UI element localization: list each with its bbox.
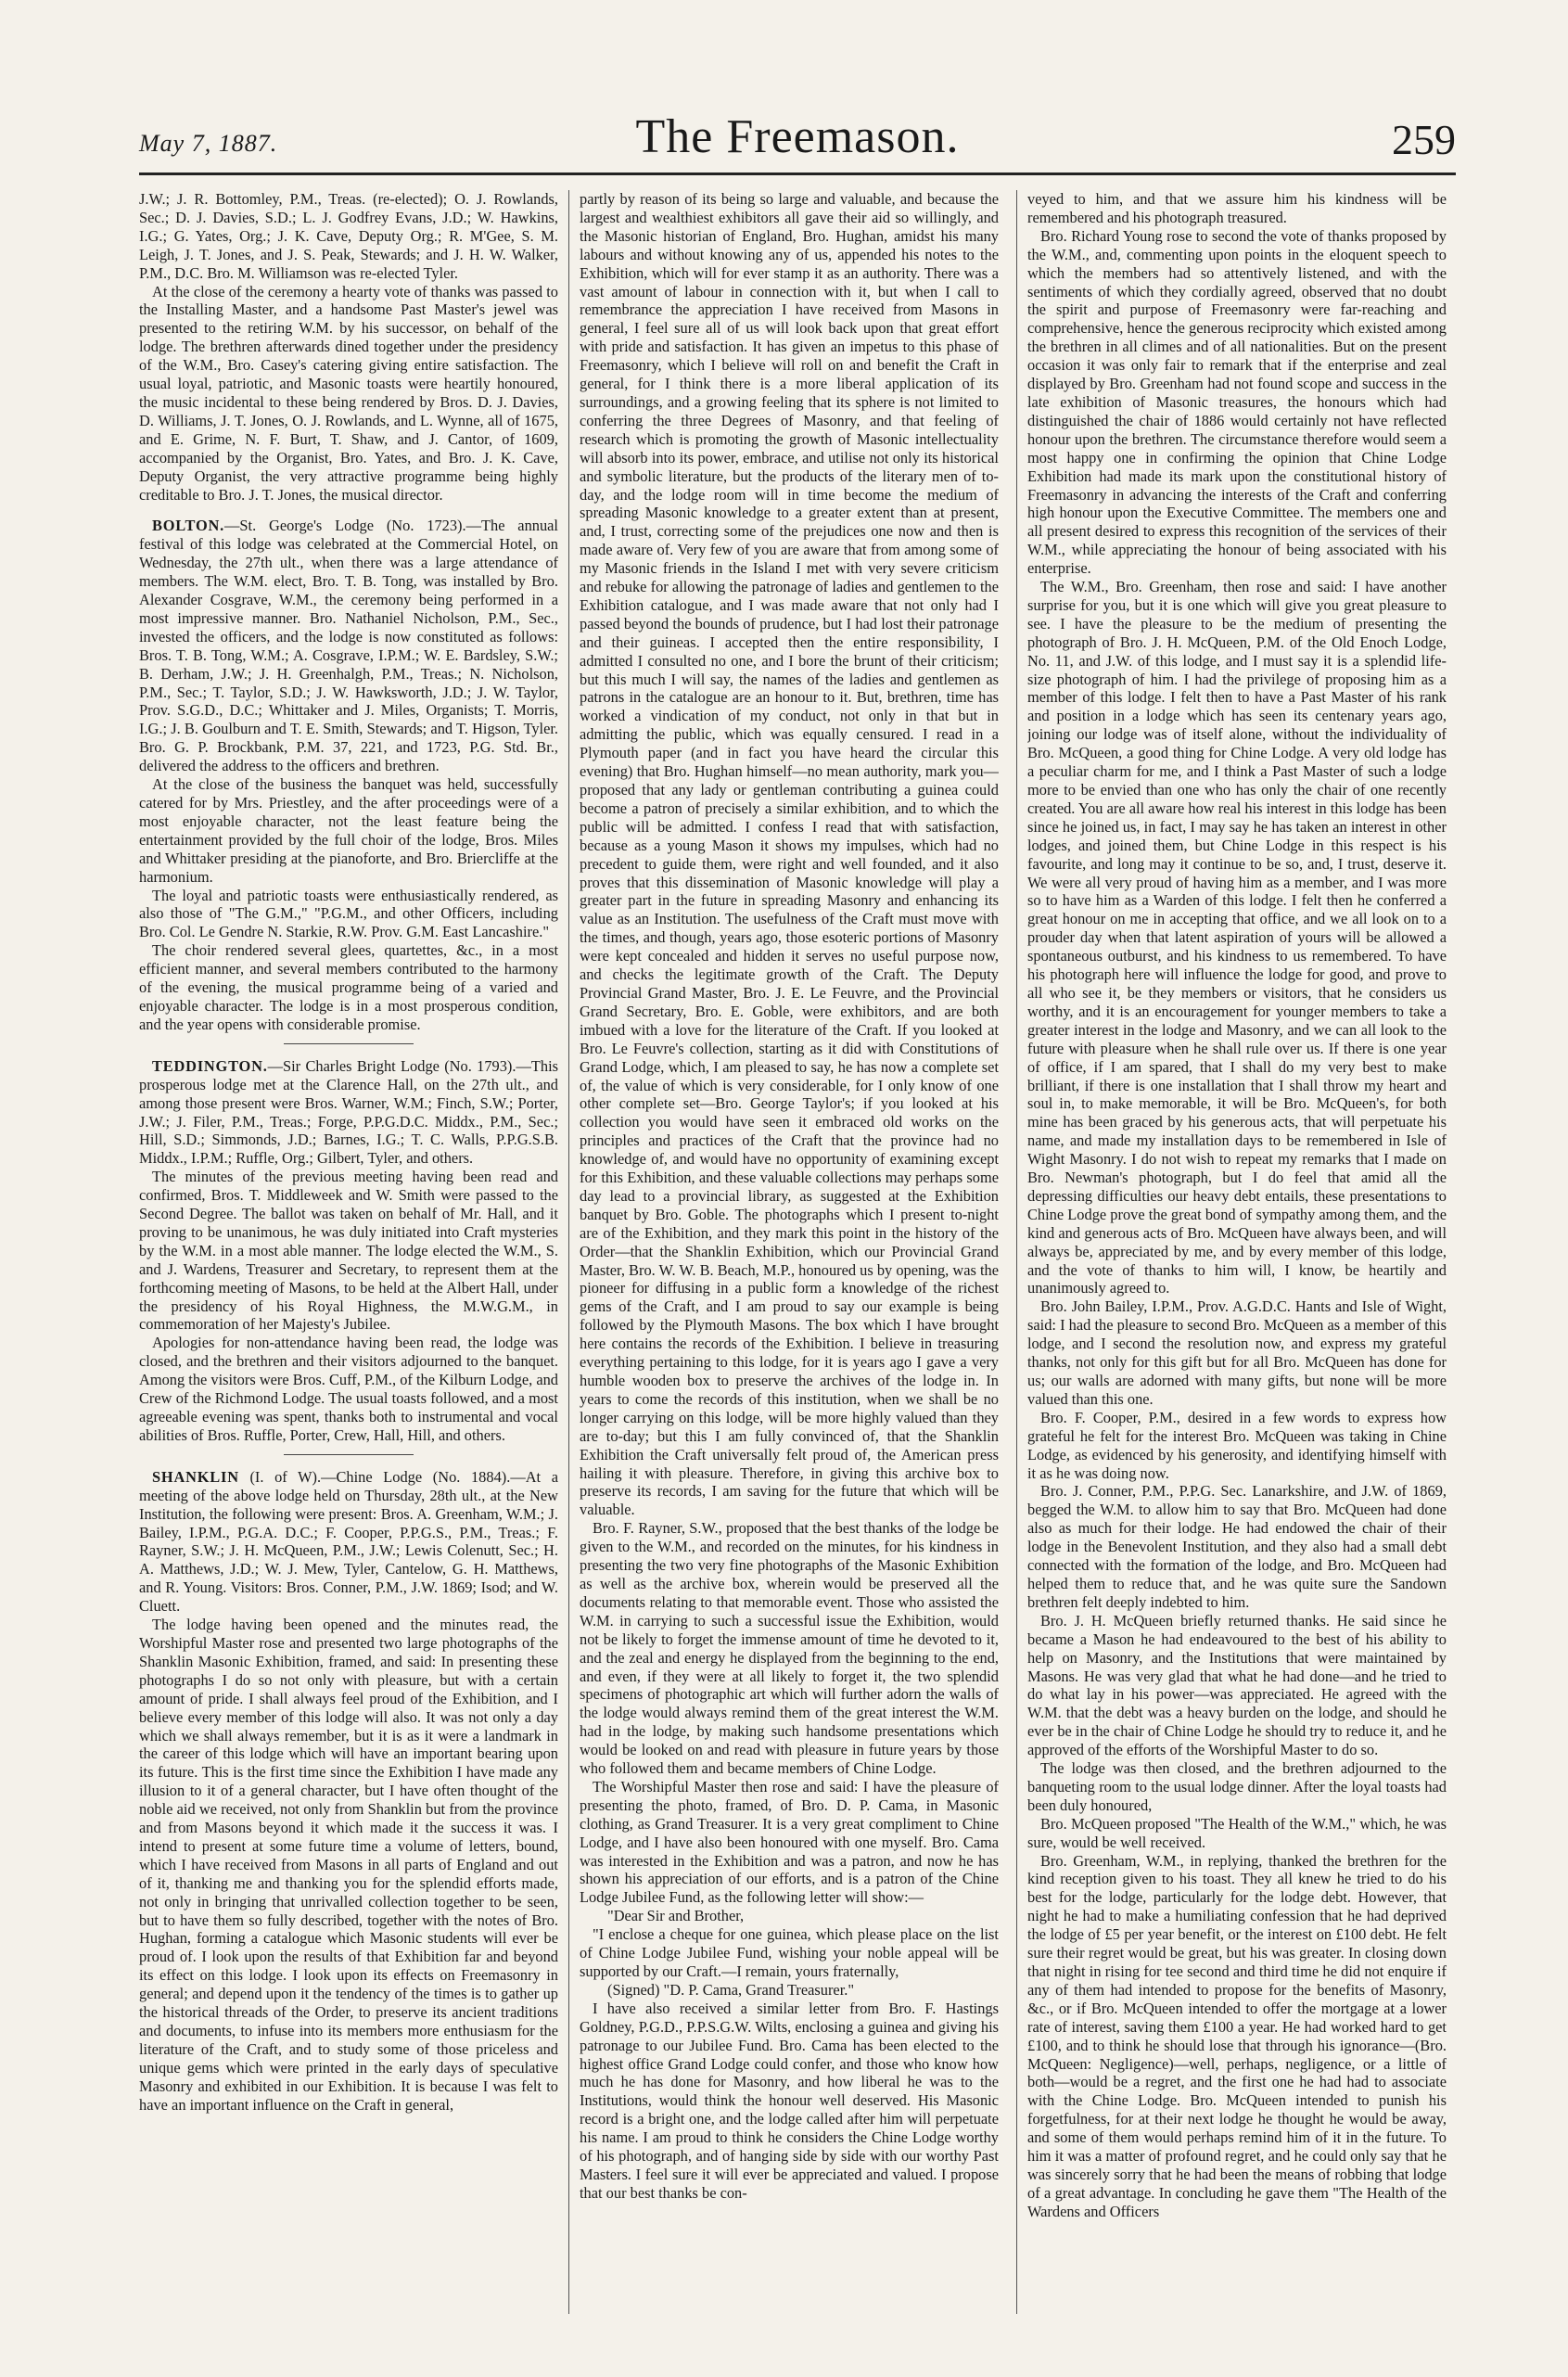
masthead-rule [139,173,1456,175]
page-number: 259 [1392,116,1456,163]
paragraph: Bro. Richard Young rose to second the vote of thanks proposed by the W.M., and, commenting upon points in the eloquent speech to which the members had so attentively listened, and with the sentiments of which they cordially agreed, observed that no doubt the spirit and purpose of Freemasonry were far-reaching and comprehensive, hence the generous reciprocity which existed among the brethren in all climes and of all nationalities. But on the present occasion it was only fair to remark that if the enterprise and zeal displayed by Bro. Greenham had not found scope and success in the late exhibition of Masonic treasures, the honours which had distinguished the chair of 1886 would certainly not have reflected honour upon the brethren. The circumstance therefore would seem a most happy one in confirming the opinion that Chine Lodge Exhibition had made its mark upon the constitutional history of Freemasonry in advancing the interests of the Craft and conferring high honour upon the Executive Committee. The members one and all present desired to express this recognition of the services of their W.M., while appreciating the honour of being associated with his enterprise. [1027,226,1447,578]
column-1 [139,190,558,2314]
bolton-paragraph-2: At the close of the business the banquet was held, successfully catered for by Mrs. Priestley, and the after proceedings were of a most enjoyable character, not the least feature being the entertainment provided by the full choir of the lodge, Bros. Miles and Whittaker presiding at the pianoforte, and Bro. Briercliffe at the harmonium. [139,775,558,886]
paragraph: The lodge was then closed, and the brethren adjourned to the banqueting room to the usual lodge dinner. After the loyal toasts had been duly honoured, [1027,1759,1447,1814]
paragraph: partly by reason of its being so large and valuable, and because the largest and wealthiest exhibitors all gave their aid so willingly, and the Masonic historian of England, Bro. Hughan, amidst his many labours and without knowing any of us, appended his notes to the Exhibition, which will for ever stamp it as an authority. There was a vast amount of labour in connection with it, but when I call to remembrance the appreciation I have received from Masons in general, I feel sure all of us will look back upon that great effort with pride and satisfaction. It has given an impetus to this phase of Freemasonry, which I believe will roll on and benefit the Craft in general, for I think there is a more liberal application of its surroundings, and a growing feeling that its sphere is not limited to conferring the three Degrees of Masonry, and that feeling of research which is promoting the growth of Masonic intellectuality will absorb into its power, embrace, and utilise not only its historical and symbolic literature, but the products of the literary men of to-day, and the lodge room will in time become the medium of spreading Masonic knowledge to a greater extent than at present, and, I trust, correcting some of the prejudices one now and then is made aware of. Very few of you are aware that from among some of my Masonic friends in the Island I met with very severe criticism and rebuke for allowing the patronage of ladies and gentlemen to the Exhibition catalogue, and I was made aware that not only had I passed beyond the bounds of prudence, but I had lost their patronage and their guineas. I accepted then the entire responsibility, I admitted I consulted no one, and I bore the brunt of their criticism; but this much I will say, the names of the ladies and gentlemen as patrons in the catalogue are an honour to it. But, brethren, time has worked a vindication of my conduct, not only in that but in admitting the public, which was equally censured. I read in a Plymouth paper (and in fact you have heard the circular this evening) that Bro. Hughan himself—no mean authority, mark you—proposed that any lady or gentleman contributing a guinea could become a patron of precisely a similar exhibition, and to which the public will be admitted. I confess I read that with satisfaction, because as a young Mason it shows my impulses, which had no precedent to guide them, were right and well founded, and it also proves that this dissemination of Masonic knowledge will play a greater part in the future in spreading Masonry and enhancing its value as an Institution. The usefulness of the Craft must move with the times, and though, years ago, those esoteric portions of Masonry were kept concealed and hidden it serves no useful purpose now, and checks the legitimate growth of the Craft. The Deputy Provincial Grand Master, Bro. J. E. Le Feuvre, and the Provincial Grand Secretary, Bro. E. Goble, were exhibitors, and are both imbued with a love for the literature of the Craft. If you looked at Bro. Le Feuvre's collection, starting as it did with Constitutions of Grand Lodge, which, I am pleased to say, he has now a complete set of, the value of which is very considerable, for I only know of one other complete set—Bro. George Taylor's; if you looked at his collection you would have seen it embraced old works on the principles and practices of the Craft that the province had no knowledge of, and would have no opportunity of examining except for this Exhibition, and these valuable collections may perhaps some day lead to a provincial library, as suggested at the Exhibition banquet by Bro. Goble. The photographs which I present to-night are of the Exhibition, and they mark this point in the history of the Order—that the Shanklin Exhibition, which our Provincial Grand Master, Bro. W. W. B. Beach, M.P., honoured us by opening, was the pioneer for diffusing in a public form a knowledge of the richest gems of the Craft, and I am proud to say our example is being followed by the Plymouth Masons. The box which I have brought here contains the records of the Exhibition. I believe in treasuring everything pertaining to this lodge, for it is years ago I gave a very humble wooden box to preserve the archives of the lodge in. In years to come the records of this institution, when we shall be no longer carrying on this lodge, will be more highly valued than they are to-day; but this I am fully convinced of, that the Shanklin Exhibition the Craft universally felt proud of, the American press hailing it with pleasure. Therefore, in giving this archive box to preserve its records, I am saving for the future that which will be valuable. [580,190,999,1519]
paragraph: I have also received a similar letter from Bro. F. Hastings Goldney, P.G.D., P.P.S.G.W. Wilts, enclosing a guinea and giving his patronage to our Jubilee Fund. Bro. Cama has been elected to the highest office Grand Lodge could confer, and those who know how much he has done for Masonry, and how liberal he was to the Institutions, would think the honour well deserved. His Masonic record is a bright one, and the lodge called after him will perpetuate his name. I am proud to think he considers the Chine Lodge worthy of his photograph, and of hanging side by side with our worthy Past Masters. I feel sure it will ever be appreciated and valued. I propose that our best thanks be con- [580,1999,999,2202]
column-3 [1027,190,1447,2314]
bolton-heading: BOLTON. [152,517,225,535]
letter-body: "I enclose a cheque for one guinea, which please place on the list of Chine Lodge Jubilee Fund, wishing your noble appeal will be supported by our Craft.—I remain, yours fraternally, [580,1925,999,1980]
paragraph: veyed to him, and that we assure him his kindness will be remembered and his photograph treasured. [1027,190,1447,226]
bolton-lodge-name: —St. George's Lodge (No. 1723).— [224,517,481,535]
issue-date: May 7, 1887. [139,130,278,157]
teddington-lodge-name: —Sir Charles Bright Lodge (No. 1793).— [267,1056,531,1075]
teddington-paragraph-2: The minutes of the previous meeting having been read and confirmed, Bros. T. Middleweek and W. Smith were passed to the Second Degree. The ballot was taken on behalf of Mr. Hall, and it proving to be unanimous, he was duly initiated into Craft mysteries by the W.M. in a most able manner. The lodge elected the W.M., S. and J. Wardens, Treasurer and Secretary, to represent them at the forthcoming meeting of Masons, to be held at the Albert Hall, under the presidency of his Royal Highness, the M.W.G.M., in commemoration of her Majesty's Jubilee. [139,1168,558,1334]
section-separator [284,1043,414,1044]
shanklin-report-lead [139,1468,558,1616]
paragraph: The W.M., Bro. Greenham, then rose and said: I have another surprise for you, but it is one which will give you great pleasure to see. I have the pleasure to be the medium of presenting the photograph of Bro. J. H. McQueen, P.M. of the Old Enoch Lodge, No. 11, and J.W. of this lodge, and I must say it is a splendid life-size photograph of him. I had the privilege of proposing him as a member of this lodge. I felt then to have a Past Master of his rank and position in a lodge which has seen its centenary years ago, joining our lodge was of itself alone, without the individuality of Bro. McQueen, a good thing for Chine Lodge. A very old lodge has a peculiar charm for me, and I think a Past Master of such a lodge more to be envied than one who has only the chair of one recently created. You are all aware how real his interest in this lodge has been since he joined us, in fact, I may say he has taken an interest in other lodges, and joined them, but Chine Lodge in this respect is his favourite, and long may it continue to be so, and, I trust, deserve it. We were all very proud of having him as a member, and I was more so to have him as a Warden of this lodge. I felt then he conferred a great honour on me in accepting that office, and we all look on to a prouder day when that latent aspiration of yours will be allowed a spontaneous outburst, and his kindness to us remembered. To have his photograph here will influence the lodge for good, and prove to all who see it, be they members or visitors, that he considers us worthy, and it is an encouragement for younger members to take a greater interest in the lodge and Masonry, and we can all look to the future with pleasure when he shall rule over us. If there is one year of office, if I am spared, that I shall do my very best to make brilliant, if there is one installation that I shall throw my heart and soul in, to make memorable, it will be Bro. McQueen's, for both mine has been graced by his generous acts, that will perpetuate his name, and made my installation days to be remembered in Isle of Wight Masonry. I do not wish to repeat my remarks that I made on Bro. Newman's photograph, but I do feel that amid all the depressing difficulties our heavy debt entails, these presentations to Chine Lodge prove the great bond of sympathy among them, and the kind and generous acts of Bro. McQueen have always been, and will always be, appreciated by me, and by every member of this lodge, and the vote of thanks to him will, I know, be heartily and unanimously agreed to. [1027,578,1447,1297]
paragraph: Bro. J. H. McQueen briefly returned thanks. He said since he became a Mason he had endeavoured to the best of his ability to help on Masonry, and the Institutions that were maintained by Masons. He was very glad that what he had done—and he tried to do what lay in his power—was appreciated. He agreed with the W.M. that the debt was a heavy burden on the lodge, and should he ever be in the chair of Chine Lodge he should try to reduce it, and he approved of the efforts of the Worshipful Master to do so. [1027,1611,1447,1759]
bolton-paragraph-1: The annual festival of this lodge was celebrated at the Commercial Hotel, on Wednesday, the 27th ult., when there was a large attendance of members. The W.M. elect, Bro. T. B. Tong, was installed by Bro. Alexander Cosgrave, W.M., the ceremony being performed in a most impressive manner. Bro. Nathaniel Nicholson, P.M., Sec., invested the officers, and the lodge is now constituted as follows: Bros. T. B. Tong, W.M.; A. Cosgrave, I.P.M.; W. E. Bardsley, S.W.; B. Derham, J.W.; J. H. Greenhalgh, P.M., Treas.; N. Nicholson, P.M., Sec.; T. Taylor, S.D.; J. W. Hawksworth, J.D.; J. W. Taylor, Prov. S.G.D., D.C.; Whittaker and J. Miles, Organists; T. Morris, I.G.; J. B. Goulburn and T. E. Smith, Stewards; and T. Higson, Tyler. Bro. G. P. Brockbank, P.M. 37, 221, and 1723, P.G. Std. Br., delivered the address to the officers and brethren. [139,517,558,775]
paragraph: At the close of the ceremony a hearty vote of thanks was passed to the Installing Master, and a handsome Past Master's jewel was presented to the retiring W.M. by his successor, on behalf of the lodge. The brethren afterwards dined together under the presidency of the W.M., Bro. Casey's catering giving entire satisfaction. The usual loyal, patriotic, and Masonic toasts were heartily honoured, the music incidental to these being rendered by Bros. D. J. Davies, D. Williams, J. T. Jones, O. J. Rowlands, and L. Wynne, all of 1675, and E. Grime, N. F. Burt, T. Shaw, and J. Cantor, of 1609, accompanied by the Organist, Bro. Yates, and Bro. J. K. Cave, Deputy Organist, the very attractive programme being highly creditable to Bro. J. T. Jones, the musical director. [139,282,558,504]
paragraph: Bro. Greenham, W.M., in replying, thanked the brethren for the kind reception given to his toast. They all knew he tried to do his best for the lodge, particularly for the lodge debt. However, that night he had to make a humiliating confession that he had deprived the lodge of £5 per year benefit, or the interest on £100 debt. He felt sure their regret would be great, but his was greater. In closing down that night in rising for tee second and third time he did not enquire if any of them had intended to propose for the benefits of Masonry, &c., or if Bro. McQueen intended to offer the mortgage at a lower rate of interest, saving them £100 a year. He had worked hard to get £100, and to think he should lose that through his ignorance—(Bro. McQueen: Negligence)—well, perhaps, negligence, or a little of both—would be a regret, and the first one he had had to associate with the Chine Lodge. Bro. McQueen intended to punish his forgetfulness, for at their next lodge he thought he would be away, and some of them would perhaps remind him of it in the future. To him it was a matter of profound regret, and he could only say that he was sincerely sorry that he had been the means of robbing that lodge of a great advantage. In concluding he gave them "The Health of the Wardens and Officers [1027,1851,1447,2220]
shanklin-paragraph-2: The lodge having been opened and the minutes read, the Worshipful Master rose and presented two large photographs of the Shanklin Masonic Exhibition, framed, and said: In presenting these photographs I do so not only with pleasure, but with a certain amount of pride. I shall always feel proud of the Exhibition, and I believe every member of this lodge will also. It was not only a day which we shall always remember, but it is as it were a landmark in the career of this lodge which will have an important bearing upon its future. This is the first time since the Exhibition I have made any illusion to it of a general character, but I have often thought of the noble aid we received, not only from Shanklin but from the province and from Masons beyond it which made it the success it was. I intend to present at some future time a volume of letters, bound, which I have received from Masons in all parts of England and out of it, thanking me and thanking you for the splendid efforts made, not only in bringing that unrivalled collection together to be seen, but to have them so fully described, together with the notes of Bro. Hughan, forming a catalogue which Masonic students will ever be proud of. I look upon the results of that Exhibition far and beyond its effect on this lodge. I look upon its effects on Freemasonry in general; and depend upon it the tendency of the times is to gather up the historical threads of the Order, to preserve its ancient traditions and documents, to infuse into its members more enthusiasm for the literature of the Craft, and to study some of those priceless and unique gems which were printed in the early days of speculative Masonry and exhibited in our Exhibition. It is because I was felt to have an important influence on the Craft in general, [139,1616,558,2114]
paragraph: Bro. F. Rayner, S.W., proposed that the best thanks of the lodge be given to the W.M., and recorded on the minutes, for his kindness in presenting the two very fine photographs of the Masonic Exhibition as well as the archive box, wherein would be preserved all the documents relating to that memorable event. Those who assisted the W.M. in carrying to such a successful issue the Exhibition, would not be likely to forget the immense amount of time he devoted to it, and the zeal and energy he displayed from the beginning to the end, and even, if they were at all likely to forget it, the two splendid specimens of photographic art which will further adorn the walls of the lodge would always remind them of the great interest the W.M. had in the lodge, by making such handsome presentations which would be looked on and read with pleasure in future years by those who followed them and became members of Chine Lodge. [580,1519,999,1778]
masthead [139,109,1456,169]
column-2 [580,190,999,2314]
teddington-report-lead [139,1057,558,1168]
shanklin-lodge-name: (I. of W).—Chine Lodge (No. 1884).— [238,1467,526,1486]
letter-salutation: "Dear Sir and Brother, [607,1907,745,1925]
paragraph: Bro. John Bailey, I.P.M., Prov. A.G.D.C. Hants and Isle of Wight, said: I had the pleasure to second Bro. McQueen as a member of this lodge, and I second the resolution now, and express my grateful thanks, not only for this gift but for all Bro. McQueen has done for us; our walls are adorned with many gifts, but none will be more valued than this one. [1027,1297,1447,1408]
newspaper-title: The Freemason. [635,110,960,163]
bolton-paragraph-4: The choir rendered several glees, quartettes, &c., in a most efficient manner, and several members contributed to the harmony of the evening, the musical programme being of a varied and enjoyable character. The lodge is in a most prosperous condition, and the year opens with considerable promise. [139,941,558,1033]
paragraph: Bro. F. Cooper, P.M., desired in a few words to express how grateful he felt for the interest Bro. McQueen was taking in Chine Lodge, as evidenced by his generosity, and identifying himself with it as he was doing now. [1027,1408,1447,1482]
teddington-heading: TEDDINGTON. [152,1056,268,1075]
paragraph: The Worshipful Master then rose and said: I have the pleasure of presenting the photo, framed, of Bro. D. P. Cama, in Masonic clothing, as Grand Treasurer. It is a very great compliment to Chine Lodge, and I have also been honoured with one myself. Bro. Cama was interested in the Exhibition and was a patron, and now he has shown his appreciation of our efforts, and is a patron of the Chine Lodge Jubilee Fund, as the following letter will show:— [580,1777,999,1907]
paragraph: Bro. J. Conner, P.M., P.P.G. Sec. Lanarkshire, and J.W. of 1869, begged the W.M. to allow him to say that Bro. McQueen had done also as much for their lodge. He had endowed the chair of their lodge in the Benevolent Institution, and they also had a small debt connected with the formation of the lodge, and Bro. McQueen had helped them to reduce that, and he was quite sure the Sandown brethren felt deeply indebted to him. [1027,1482,1447,1611]
continued-report: J.W.; J. R. Bottomley, P.M., Treas. (re-elected); O. J. Rowlands, Sec.; D. J. Davies, S.D.; L. J. Godfrey Evans, J.D.; W. Hawkins, I.G.; G. Yates, Org.; J. K. Cave, Deputy Org.; R. M'Gee, S. M. Leigh, J. T. Jones, and J. S. Peak, Stewards; and J. H. W. Walker, P.M., D.C. Bro. M. Williamson was re-elected Tyler. [139,190,558,282]
shanklin-paragraph-1: At a meeting of the above lodge held on Thursday, 28th ult., at the New Institution, the following were present: Bros. A. Greenham, W.M.; J. Bailey, I.P.M., P.G.A. D.C.; F. Cooper, P.P.G.S., P.M., Treas.; F. Rayner, S.W.; J. H. McQueen, P.M., J.W.; Lewis Colenutt, Sec.; H. A. Matthews, J.D.; W. J. Mew, Tyler, Cantelow, G. H. Matthews, and R. Young. Visitors: Bros. Conner, P.M., J.W. 1869; Isod; and W. Cluett. [139,1467,558,1616]
teddington-paragraph-3: Apologies for non-attendance having been read, the lodge was closed, and the brethren and their visitors adjourned to the banquet. Among the visitors were Bros. Cuff, P.M., of the Kilburn Lodge, and Crew of the Richmond Lodge. The usual toasts followed, and a most agreeable evening was spent, thanks both to instrumental and vocal abilities of Bros. Ruffle, Porter, Crew, Hall, Hill, and others. [139,1334,558,1444]
letter-signature: (Signed) "D. P. Cama, Grand Treasurer." [607,1980,855,1999]
shanklin-heading: SHANKLIN [152,1467,239,1486]
teddington-paragraph-1: This prosperous lodge met at the Clarence Hall, on the 27th ult., and among those present were Bros. Warner, W.M.; Finch, S.W.; Porter, J.W.; J. Filer, P.M., Treas.; Forge, P.P.G.D.C. Middx., P.M., Sec.; Hill, S.D.; Simmonds, J.D.; Barnes, I.G.; T. C. Walls, P.P.G.S.B. Middx., I.P.M.; Ruffle, Org.; Gilbert, Tyler, and others. [139,1056,558,1168]
column-divider-1 [568,190,569,2314]
column-divider-2 [1016,190,1017,2314]
bolton-report-lead [139,517,558,775]
section-separator [284,1454,414,1455]
paragraph: Bro. McQueen proposed "The Health of the W.M.," which, he was sure, would be well received. [1027,1814,1447,1851]
bolton-paragraph-3: The loyal and patriotic toasts were enthusiastically rendered, as also those of "The G.M.," "P.G.M., and other Officers, including Bro. Col. Le Gendre N. Starkie, R.W. Prov. G.M. East Lancashire." [139,886,558,941]
